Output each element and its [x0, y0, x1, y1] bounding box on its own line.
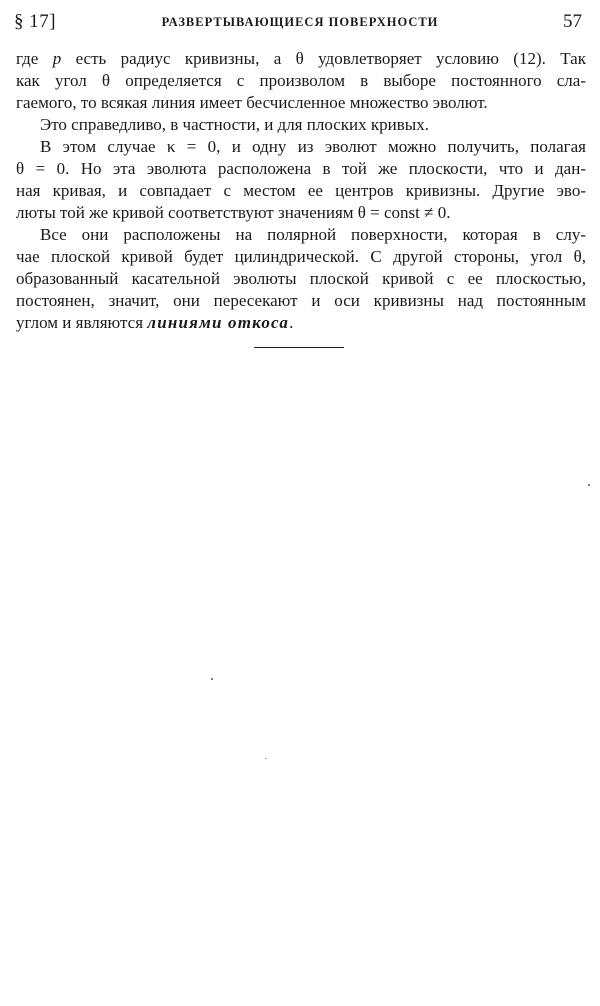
text-fragment: где: [16, 49, 53, 68]
text-line: гаемого, то всякая линия имеет бесчисленное множество эволют.: [16, 93, 488, 112]
text-fragment: .: [289, 313, 294, 332]
page-header: [14, 11, 586, 37]
text-line: Это справедливо, в частности, и для плоских кривых.: [40, 115, 429, 134]
text-fragment: углом и являются: [16, 313, 148, 332]
text-line: θ = 0. Но эта эволюта расположена в той же плоскости, что и дан-: [16, 159, 586, 178]
emphasized-term: линиями откоса: [147, 313, 290, 332]
scan-speck: [588, 484, 590, 486]
paragraph-2: [16, 114, 586, 136]
text-line: образованный касательной эволюты плоской кривой с ее плоскостью,: [16, 269, 586, 288]
text-line: [16, 312, 586, 334]
text-line: как угол θ определяется с произволом в выборе постоянного сла-: [16, 71, 586, 90]
scan-speck: [211, 678, 213, 680]
scan-speck: [265, 758, 267, 759]
text-line: [16, 48, 586, 70]
text-fragment: есть радиус кривизны, а θ удовлетворяет условию (12). Так: [61, 49, 586, 68]
math-variable: p: [52, 49, 62, 68]
text-line: постоянен, значит, они пересекают и оси кривизны над постоянным: [16, 291, 586, 310]
text-line: ная кривая, и совпадает с местом ее центров кривизны. Другие эво-: [16, 181, 586, 200]
text-line: Все они расположены на полярной поверхности, которая в слу-: [40, 225, 586, 244]
body-text: [16, 48, 586, 334]
page-number: 57: [563, 11, 582, 32]
paragraph-4: [16, 224, 586, 334]
paragraph-3: [16, 136, 586, 224]
section-end-rule: [254, 347, 344, 348]
section-marker: § 17]: [14, 11, 57, 32]
text-line: чае плоской кривой будет цилиндрической. С другой стороны, угол θ,: [16, 247, 586, 266]
paragraph-1: [16, 48, 586, 114]
running-title: РАЗВЕРТЫВАЮЩИЕСЯ ПОВЕРХНОСТИ: [161, 15, 439, 29]
text-line: В этом случае κ = 0, и одну из эволют можно получить, полагая: [40, 137, 586, 156]
text-line: люты той же кривой соответствуют значениям θ = const ≠ 0.: [16, 203, 451, 222]
